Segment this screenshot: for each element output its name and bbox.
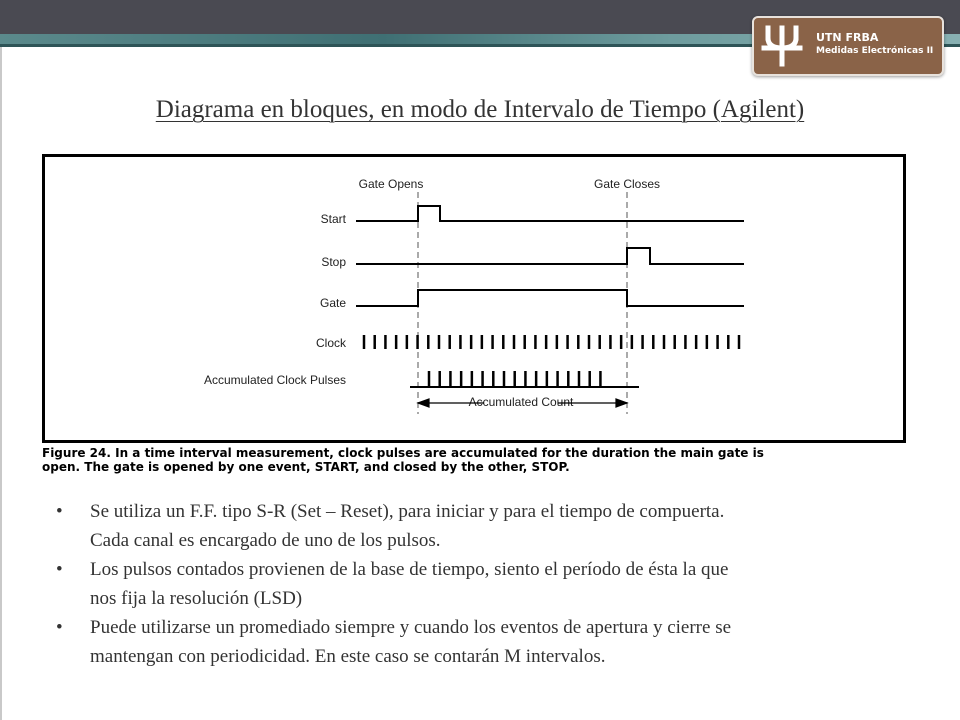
bullet-3-line-1: • Puede utilizarse un promediado siempre y cuando los eventos de apertura y cierre se — [90, 617, 732, 638]
bullet-item — [56, 555, 916, 613]
bullet-2-line-1: • Los pulsos contados provienen de la base de tiempo, siento el período de ésta la que — [90, 559, 729, 580]
accumulated-count-label: Accumulated Count — [468, 395, 574, 409]
logo-line-2: Medidas Electrónicas II — [816, 46, 934, 56]
bullet-1-line-2: Cada canal es encargado de uno de los pulsos. — [90, 530, 441, 551]
signal-label-start: Start — [320, 212, 346, 226]
caption-line-2: open. The gate is opened by one event, START, and closed by the other, STOP. — [42, 460, 570, 474]
signal-label-accumulated: Accumulated Clock Pulses — [203, 373, 346, 387]
gate-closes-label: Gate Closes — [593, 177, 661, 191]
utn-logo-badge — [752, 16, 944, 76]
bullet-1-line-1: • Se utiliza un F.F. tipo S-R (Set – Reset), para iniciar y para el tiempo de compuerta. — [90, 501, 725, 522]
bullet-item — [56, 613, 916, 671]
signal-label-clock: Clock — [315, 336, 346, 350]
logo-line-1: UTN FRBA — [816, 31, 879, 44]
bullet-item — [56, 497, 916, 555]
figure-caption — [42, 446, 912, 474]
bullet-3-line-2: mantengan con periodicidad. En este caso se contarán M intervalos. — [90, 646, 606, 667]
signal-label-gate: Gate — [319, 296, 346, 310]
bullet-2-line-2: nos fija la resolución (LSD) — [90, 588, 303, 609]
utn-logo-icon — [760, 24, 804, 68]
gate-opens-label: Gate Opens — [358, 177, 424, 191]
left-rule — [0, 47, 2, 720]
signal-label-stop: Stop — [321, 255, 346, 269]
bullet-list — [56, 497, 916, 671]
timing-diagram — [42, 154, 906, 443]
caption-line-1: Figure 24. In a time interval measurement, clock pulses are accumulated for the duration the main gate is — [42, 446, 764, 460]
slide-title: Diagrama en bloques, en modo de Intervalo de Tiempo (Agilent) — [155, 96, 805, 123]
